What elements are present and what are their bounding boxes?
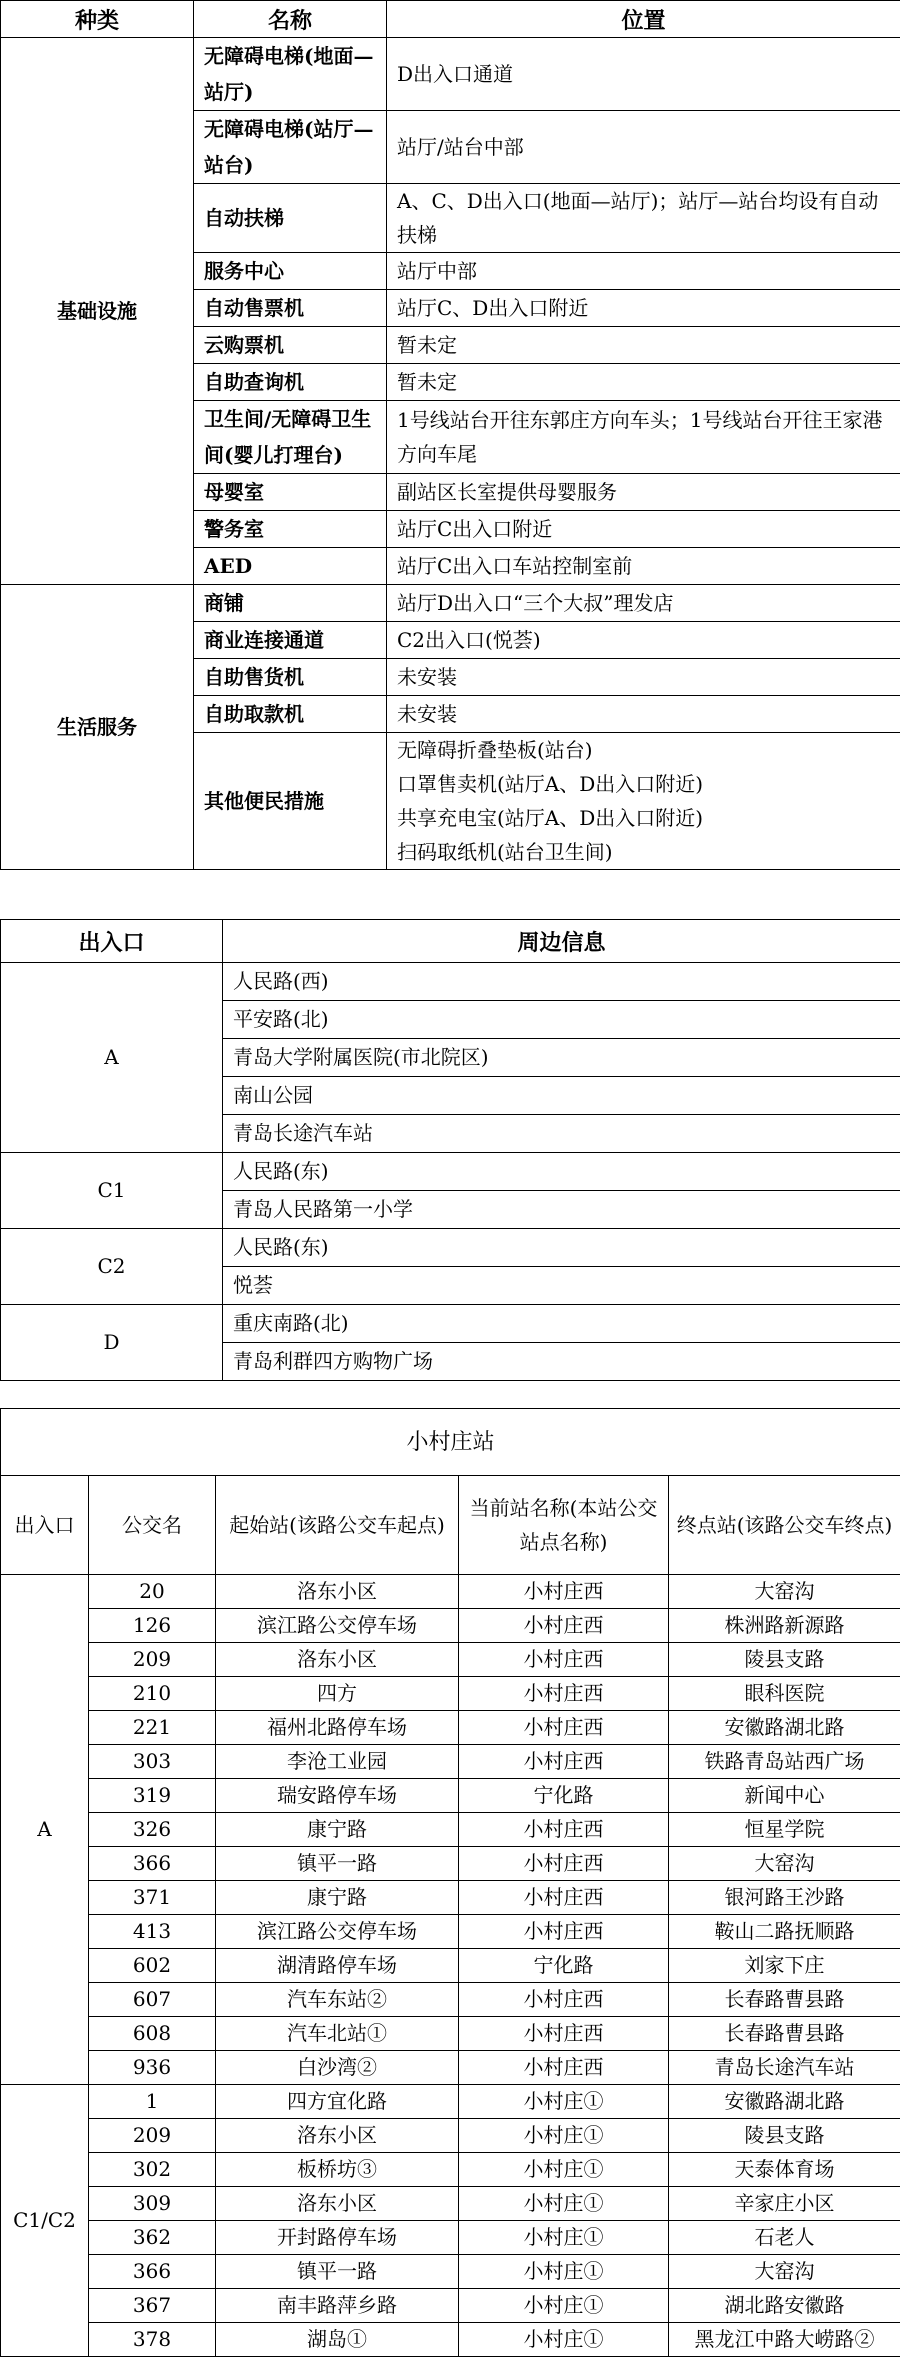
- bus-current: 小村庄西: [459, 2017, 669, 2051]
- surrounding-item: 人民路(东): [223, 1229, 900, 1267]
- table-row: [1, 2153, 900, 2187]
- surrounding-item: 平安路(北): [223, 1001, 900, 1039]
- bus-route: 362: [89, 2221, 216, 2255]
- header-route: 公交名: [89, 1476, 216, 1575]
- bus-start: 白沙湾②: [216, 2051, 459, 2085]
- header-start: 起始站(该路公交车起点): [216, 1476, 459, 1575]
- bus-end: 辛家庄小区: [669, 2187, 900, 2221]
- bus-end: 安徽路湖北路: [669, 2085, 900, 2119]
- header-exit: 出入口: [1, 1476, 89, 1575]
- facility-location: 暂未定: [387, 327, 900, 364]
- bus-end: 青岛长途汽车站: [669, 2051, 900, 2085]
- convenience-item: 无障碍折叠垫板(站台): [397, 738, 593, 762]
- bus-start: 福州北路停车场: [216, 1711, 459, 1745]
- bus-current: 小村庄西: [459, 1643, 669, 1677]
- facility-location: A、C、D出入口(地面—站厅)；站厅—站台均设有自动扶梯: [387, 184, 900, 253]
- bus-rows: [1, 1575, 900, 2357]
- bus-current: 宁化路: [459, 1779, 669, 1813]
- group-basic-facilities: [1, 38, 900, 585]
- table-row: [1, 38, 900, 111]
- table-header-row: [1, 920, 900, 963]
- surrounding-item: 青岛长途汽车站: [223, 1115, 900, 1153]
- table-row: [1, 1609, 900, 1643]
- bus-start: 湖清路停车场: [216, 1949, 459, 1983]
- bus-current: 小村庄西: [459, 1847, 669, 1881]
- facilities-table: [0, 0, 900, 870]
- facility-location: 未安装: [387, 659, 900, 696]
- facility-location: 未安装: [387, 696, 900, 733]
- header-surroundings: 周边信息: [223, 920, 900, 963]
- bus-start: 汽车东站②: [216, 1983, 459, 2017]
- exit-label: C1/C2: [1, 2085, 89, 2357]
- bus-end: 安徽路湖北路: [669, 1711, 900, 1745]
- bus-end: 大窑沟: [669, 1575, 900, 1609]
- bus-route: 126: [89, 1609, 216, 1643]
- facility-location: 站厅中部: [387, 253, 900, 290]
- facility-name: 无障碍电梯(地面—站厅): [194, 38, 387, 111]
- bus-start: 瑞安路停车场: [216, 1779, 459, 1813]
- bus-route: 319: [89, 1779, 216, 1813]
- bus-current: 小村庄①: [459, 2221, 669, 2255]
- bus-current: 小村庄西: [459, 1575, 669, 1609]
- bus-current: 小村庄①: [459, 2289, 669, 2323]
- facility-name: 无障碍电梯(站厅—站台): [194, 111, 387, 184]
- surrounding-item: 南山公园: [223, 1077, 900, 1115]
- bus-end: 恒星学院: [669, 1813, 900, 1847]
- bus-current: 小村庄西: [459, 1813, 669, 1847]
- bus-route: 210: [89, 1677, 216, 1711]
- convenience-item: 共享充电宝(站厅A、D出入口附近): [397, 806, 704, 830]
- exit-groups: [1, 963, 900, 1381]
- facility-location: 副站区长室提供母婴服务: [387, 474, 900, 511]
- table-row: [1, 585, 900, 622]
- bus-end: 新闻中心: [669, 1779, 900, 1813]
- facility-location: C2出入口(悦荟): [387, 622, 900, 659]
- bus-start: 洛东小区: [216, 1575, 459, 1609]
- bus-end: 大窑沟: [669, 1847, 900, 1881]
- bus-route: 209: [89, 2119, 216, 2153]
- bus-end: 长春路曹县路: [669, 2017, 900, 2051]
- bus-route: 607: [89, 1983, 216, 2017]
- table-row: [1, 1229, 900, 1267]
- table-row: [1, 1813, 900, 1847]
- bus-end: 陵县支路: [669, 2119, 900, 2153]
- bus-current: 小村庄西: [459, 1915, 669, 1949]
- table-row: [1, 2323, 900, 2357]
- surrounding-item: 悦荟: [223, 1267, 900, 1305]
- bus-route: 20: [89, 1575, 216, 1609]
- bus-current: 小村庄①: [459, 2323, 669, 2357]
- exits-table: [0, 919, 900, 1381]
- bus-start: 康宁路: [216, 1881, 459, 1915]
- table-row: [1, 1983, 900, 2017]
- facility-location: 站厅C、D出入口附近: [387, 290, 900, 327]
- bus-start: 湖岛①: [216, 2323, 459, 2357]
- bus-start: 洛东小区: [216, 2119, 459, 2153]
- bus-route: 326: [89, 1813, 216, 1847]
- facility-location: 站厅C出入口车站控制室前: [387, 548, 900, 585]
- bus-current: 小村庄西: [459, 2051, 669, 2085]
- station-title: 小村庄站: [1, 1409, 900, 1476]
- bus-current: 小村庄西: [459, 1983, 669, 2017]
- category-cell: 生活服务: [1, 585, 194, 870]
- bus-end: 石老人: [669, 2221, 900, 2255]
- bus-end: 刘家下庄: [669, 1949, 900, 1983]
- table-row: [1, 1711, 900, 1745]
- bus-start: 四方宜化路: [216, 2085, 459, 2119]
- facility-name: 自动扶梯: [194, 184, 387, 253]
- exit-label: C2: [1, 1229, 223, 1305]
- bus-current: 小村庄西: [459, 1609, 669, 1643]
- bus-route: 371: [89, 1881, 216, 1915]
- bus-start: 板桥坊③: [216, 2153, 459, 2187]
- bus-current: 小村庄西: [459, 1745, 669, 1779]
- table-row: [1, 1677, 900, 1711]
- bus-start: 滨江路公交停车场: [216, 1915, 459, 1949]
- bus-route: 378: [89, 2323, 216, 2357]
- bus-current: 宁化路: [459, 1949, 669, 1983]
- facility-location: 1号线站台开往东郭庄方向车头；1号线站台开往王家港方向车尾: [387, 401, 900, 474]
- bus-end: 铁路青岛站西广场: [669, 1745, 900, 1779]
- bus-start: 南丰路萍乡路: [216, 2289, 459, 2323]
- table-row: [1, 1779, 900, 1813]
- bus-table: [0, 1408, 900, 2357]
- bus-start: 开封路停车场: [216, 2221, 459, 2255]
- table-row: [1, 2051, 900, 2085]
- bus-route: 413: [89, 1915, 216, 1949]
- table-row: [1, 1847, 900, 1881]
- surrounding-item: 人民路(东): [223, 1153, 900, 1191]
- table-row: [1, 1745, 900, 1779]
- bus-current: 小村庄①: [459, 2153, 669, 2187]
- bus-end: 大窑沟: [669, 2255, 900, 2289]
- bus-end: 陵县支路: [669, 1643, 900, 1677]
- table-row: [1, 2017, 900, 2051]
- facility-name: 商铺: [194, 585, 387, 622]
- bus-route: 367: [89, 2289, 216, 2323]
- convenience-item: 扫码取纸机(站台卫生间): [397, 840, 613, 864]
- table-row: [1, 2085, 900, 2119]
- bus-route: 936: [89, 2051, 216, 2085]
- category-cell: 基础设施: [1, 38, 194, 585]
- bus-header-row: [1, 1476, 900, 1575]
- facility-name: 卫生间/无障碍卫生间(婴儿打理台): [194, 401, 387, 474]
- convenience-item: 口罩售卖机(站厅A、D出入口附近): [397, 772, 704, 796]
- table-row: [1, 2221, 900, 2255]
- facility-name: 自助售货机: [194, 659, 387, 696]
- facility-location: D出入口通道: [387, 38, 900, 111]
- table-row: [1, 1153, 900, 1191]
- bus-route: 366: [89, 2255, 216, 2289]
- header-current: 当前站名称(本站公交站点名称): [459, 1476, 669, 1575]
- bus-start: 洛东小区: [216, 2187, 459, 2221]
- bus-start: 镇平一路: [216, 1847, 459, 1881]
- bus-current: 小村庄①: [459, 2187, 669, 2221]
- table-row: [1, 2255, 900, 2289]
- facility-location: 站厅D出入口“三个大叔”理发店: [387, 585, 900, 622]
- bus-route: 1: [89, 2085, 216, 2119]
- bus-end: 湖北路安徽路: [669, 2289, 900, 2323]
- group-life-services: [1, 585, 900, 870]
- facility-name: 自助取款机: [194, 696, 387, 733]
- header-kind: 种类: [1, 1, 194, 38]
- table-row: [1, 1915, 900, 1949]
- exit-label: D: [1, 1305, 223, 1381]
- bus-route: 221: [89, 1711, 216, 1745]
- facility-name: AED: [194, 548, 387, 585]
- facility-name: 自动售票机: [194, 290, 387, 327]
- bus-current: 小村庄①: [459, 2085, 669, 2119]
- surrounding-item: 青岛利群四方购物广场: [223, 1343, 900, 1381]
- surrounding-item: 重庆南路(北): [223, 1305, 900, 1343]
- table-row: [1, 1949, 900, 1983]
- bus-route: 602: [89, 1949, 216, 1983]
- facility-name: 自助查询机: [194, 364, 387, 401]
- facility-location: 暂未定: [387, 364, 900, 401]
- facility-name: 商业连接通道: [194, 622, 387, 659]
- surrounding-item: 人民路(西): [223, 963, 900, 1001]
- table-row: [1, 1881, 900, 1915]
- bus-current: 小村庄①: [459, 2255, 669, 2289]
- header-location: 位置: [387, 1, 900, 38]
- bus-end: 天泰体育场: [669, 2153, 900, 2187]
- table-row: [1, 2289, 900, 2323]
- facility-name: 警务室: [194, 511, 387, 548]
- bus-route: 608: [89, 2017, 216, 2051]
- bus-start: 滨江路公交停车场: [216, 1609, 459, 1643]
- bus-start: 镇平一路: [216, 2255, 459, 2289]
- table-row: [1, 963, 900, 1001]
- bus-title-row: [1, 1409, 900, 1476]
- bus-route: 309: [89, 2187, 216, 2221]
- bus-start: 洛东小区: [216, 1643, 459, 1677]
- exit-label: A: [1, 963, 223, 1153]
- bus-current: 小村庄西: [459, 1677, 669, 1711]
- bus-current: 小村庄西: [459, 1881, 669, 1915]
- table-header-row: [1, 1, 900, 38]
- facility-name: 母婴室: [194, 474, 387, 511]
- bus-route: 303: [89, 1745, 216, 1779]
- facility-location: 站厅/站台中部: [387, 111, 900, 184]
- bus-route: 209: [89, 1643, 216, 1677]
- bus-end: 长春路曹县路: [669, 1983, 900, 2017]
- bus-end: 黑龙江中路大崂路②: [669, 2323, 900, 2357]
- surrounding-item: 青岛人民路第一小学: [223, 1191, 900, 1229]
- bus-start: 汽车北站①: [216, 2017, 459, 2051]
- table-row: [1, 1305, 900, 1343]
- bus-route: 366: [89, 1847, 216, 1881]
- facility-name: 其他便民措施: [194, 733, 387, 870]
- facility-location: 站厅C出入口附近: [387, 511, 900, 548]
- bus-start: 康宁路: [216, 1813, 459, 1847]
- header-exit: 出入口: [1, 920, 223, 963]
- header-end: 终点站(该路公交车终点): [669, 1476, 900, 1575]
- bus-start: 四方: [216, 1677, 459, 1711]
- table-row: [1, 2187, 900, 2221]
- table-row: [1, 2119, 900, 2153]
- facility-name: 云购票机: [194, 327, 387, 364]
- bus-end: 银河路王沙路: [669, 1881, 900, 1915]
- table-row: [1, 1575, 900, 1609]
- bus-start: 李沧工业园: [216, 1745, 459, 1779]
- facility-name: 服务中心: [194, 253, 387, 290]
- header-name: 名称: [194, 1, 387, 38]
- bus-end: 鞍山二路抚顺路: [669, 1915, 900, 1949]
- bus-current: 小村庄①: [459, 2119, 669, 2153]
- bus-current: 小村庄西: [459, 1711, 669, 1745]
- table-row: [1, 1643, 900, 1677]
- bus-route: 302: [89, 2153, 216, 2187]
- bus-end: 眼科医院: [669, 1677, 900, 1711]
- exit-label: C1: [1, 1153, 223, 1229]
- surrounding-item: 青岛大学附属医院(市北院区): [223, 1039, 900, 1077]
- bus-end: 株洲路新源路: [669, 1609, 900, 1643]
- exit-label: A: [1, 1575, 89, 2085]
- facility-location: [387, 733, 900, 870]
